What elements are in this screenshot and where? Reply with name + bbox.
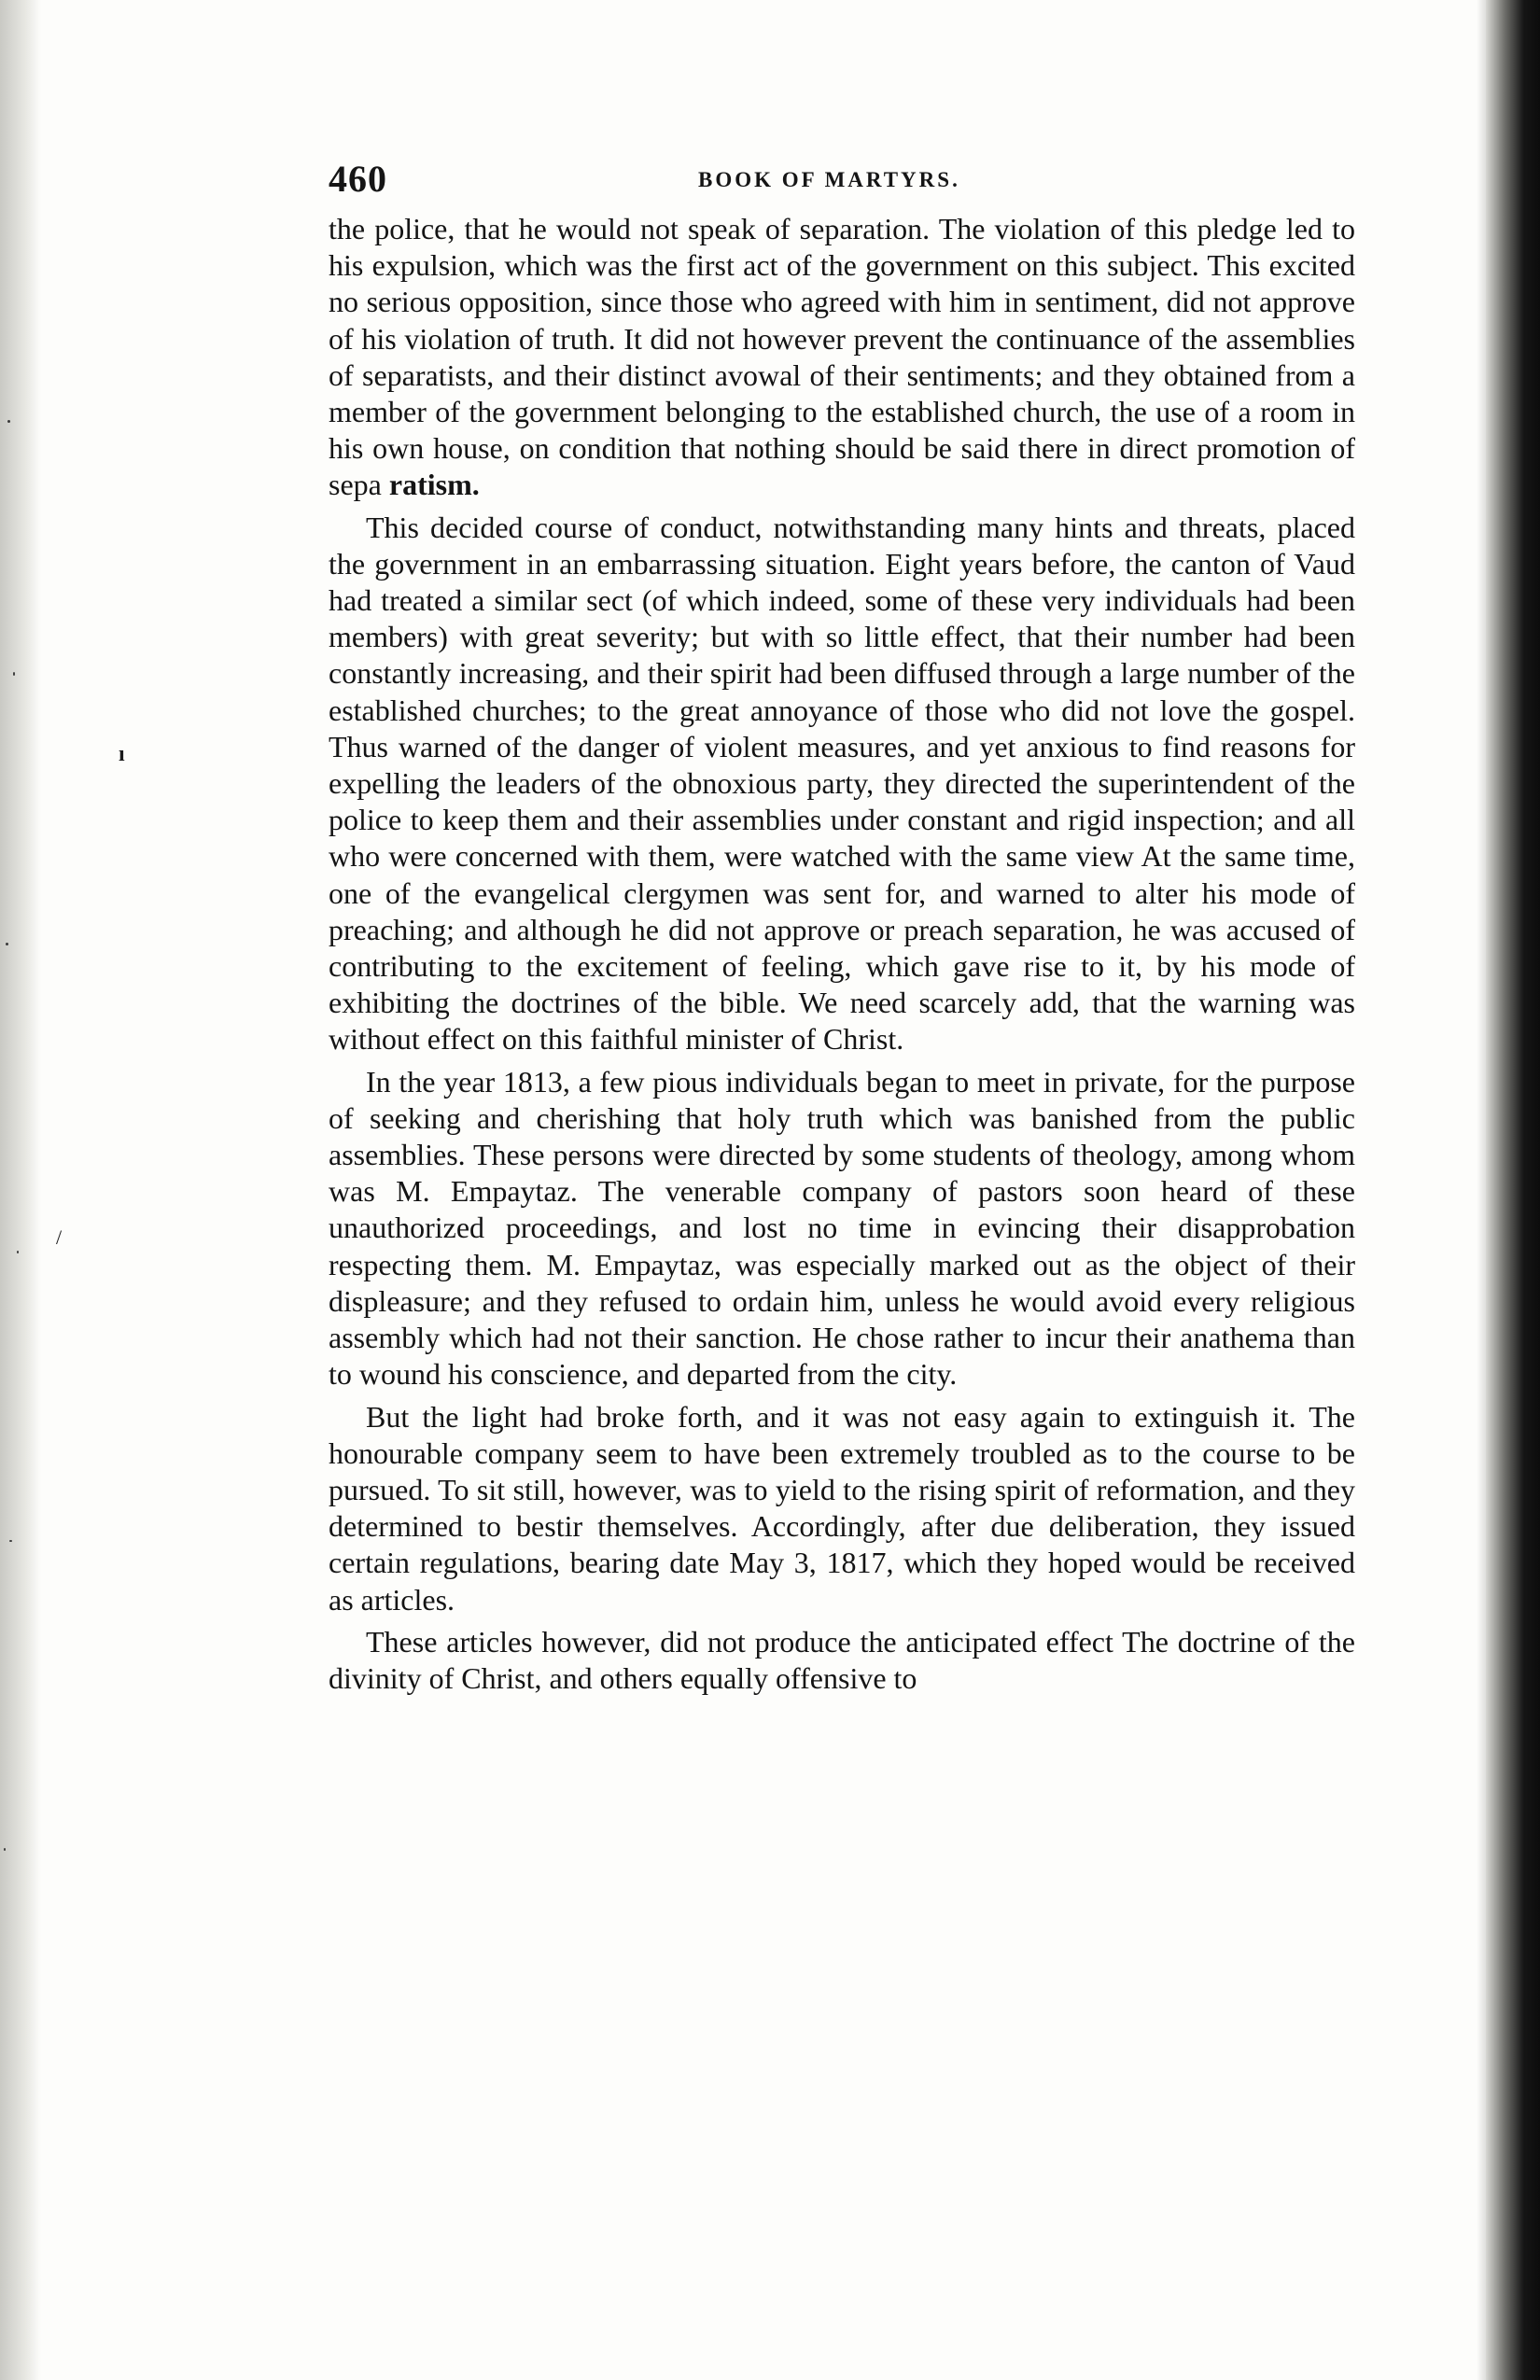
paragraph-tail: ratism. bbox=[388, 468, 480, 502]
scan-speck bbox=[4, 1848, 6, 1851]
page-number: 460 bbox=[329, 158, 387, 200]
paragraph-text: the police, that he would not speak of separation. The violation of this pledge led to his expulsion, which was the first act of the government on this subject. This excited no serious opposition, since those who agreed with him in sentiment, did not approve of his violation of truth. It did not however prevent the continuance of the assemblies of separatists, and their distinct avowal of their sentiments; and they obtained from a member of the government belonging to the established church, the use of a room in his own house, on condition that nothing should be said there in direct promotion of sepa bbox=[329, 212, 1355, 502]
right-edge-shade bbox=[1477, 0, 1486, 2380]
scan-speck bbox=[9, 1540, 12, 1542]
running-title: BOOK OF MARTYRS. bbox=[698, 168, 960, 191]
paragraph bbox=[329, 211, 1355, 504]
body-text bbox=[329, 211, 1355, 1697]
paragraph: These articles however, did not produce the anticipated effect The doctrine of the divinity of Christ, and others equally offensive to bbox=[329, 1624, 1355, 1695]
scan-speck bbox=[13, 672, 15, 676]
left-gutter-shadow bbox=[0, 0, 41, 2380]
margin-tick-mark: ı bbox=[119, 742, 125, 766]
paragraph: But the light had broke forth, and it was not easy again to extinguish it. The honourable company seem to have been extremely troubled as to the course to be pursued. To sit still, however, was to yield to the rising spirit of reformation, and they determined to bestir themselves. Accordingly, after due deliberation, they issued certain regulations, bearing date May 3, 1817, which they hoped would be received as articles. bbox=[329, 1399, 1355, 1617]
margin-slash-mark: / bbox=[56, 1225, 63, 1249]
paragraph: This decided course of conduct, notwithstanding many hints and threats, placed the government in an embarrassing situation. Eight years before, the canton of Vaud had treated a similar sect (of which indeed, some of these very individuals had been members) with great severity; but with so little effect, that their number had been constantly increasing, and their spirit had been diffused through a large number of the established churches; to the great annoyance of those who did not love the gospel. Thus warned of the danger of violent measures, and yet anxious to find reasons for expelling the leaders of the obnoxious party, they directed the superintendent of the police to keep them and their assemblies under constant and rigid inspection; and all who were concerned with them, were watched with the same view At the same time, one of the evangelical clergymen was sent for, and warned to alter his mode of preaching; and although he did not approve or preach separation, he was accused of contributing to the excitement of feeling, which gave rise to it, by his mode of exhibiting the doctrines of the bible. We need scarcely add, that the warning was without effect on this faithful minister of Christ. bbox=[329, 510, 1355, 1057]
scan-speck bbox=[17, 1251, 19, 1253]
running-header bbox=[329, 157, 1355, 198]
scan-speck bbox=[7, 420, 10, 423]
paragraph: In the year 1813, a few pious individuals began to meet in private, for the purpose of seeking and cherishing that holy truth which was banished from the public assemblies. These persons were directed by some students of theology, among whom was M. Empaytaz. The venerable company of pastors soon heard of these unauthorized proceedings, and lost no time in evincing their disapprobation respecting them. M. Empaytaz, was especially marked out as the object of their displeasure; and they refused to ordain him, unless he would avoid every religious assembly which had not their sanction. He chose rather to incur their anathema than to wound his conscience, and departed from the city. bbox=[329, 1064, 1355, 1392]
scan-speck bbox=[6, 943, 8, 945]
right-scan-edge bbox=[1486, 0, 1540, 2380]
